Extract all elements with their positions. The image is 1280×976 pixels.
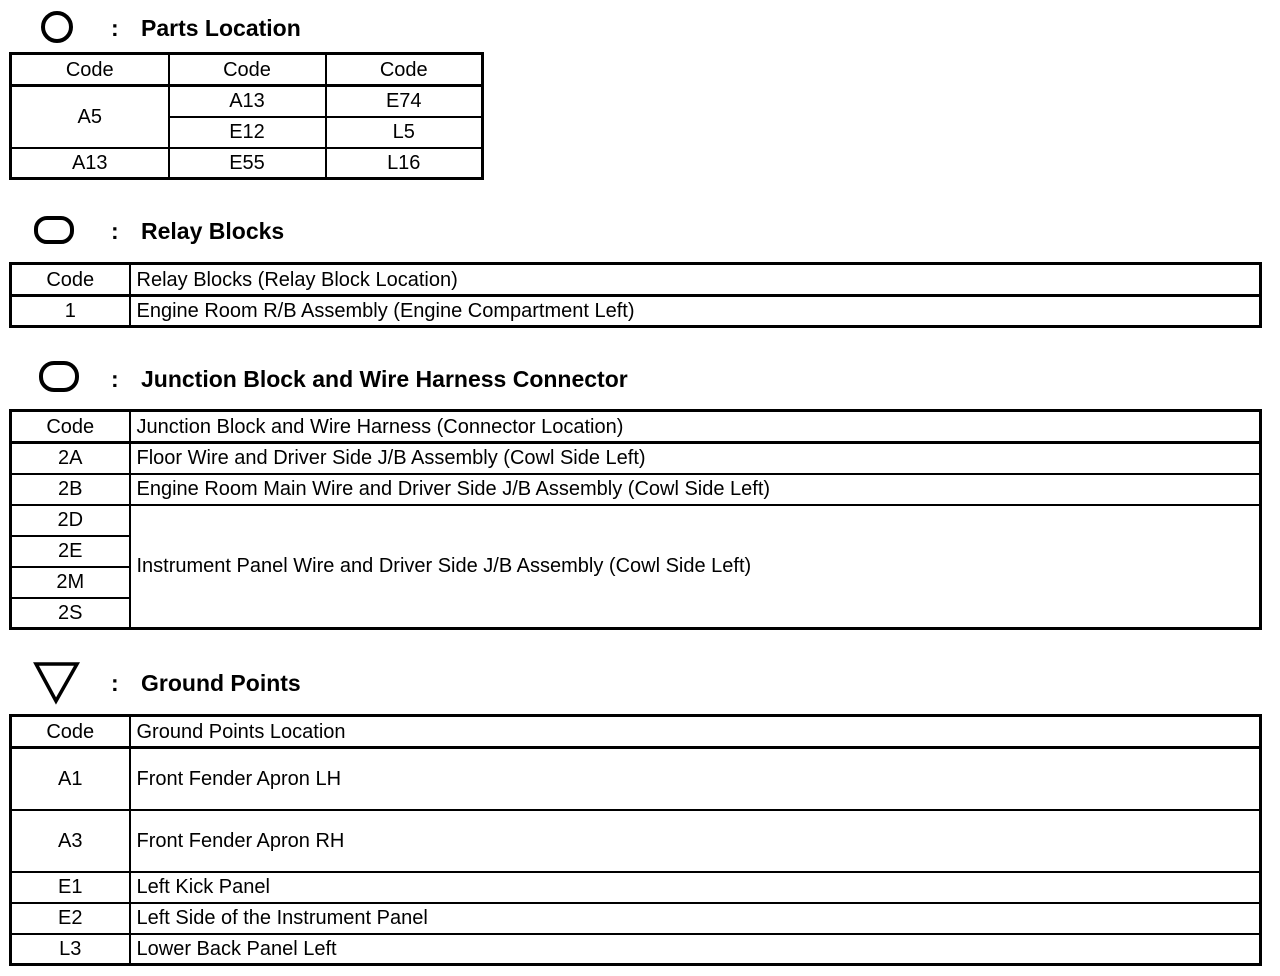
- code-cell: L3: [11, 934, 130, 965]
- description-cell: Left Kick Panel: [130, 872, 1261, 903]
- section-colon: :: [111, 366, 119, 392]
- table-header-row: [11, 716, 1261, 748]
- table-row: [11, 443, 1261, 474]
- ground-points-heading: [0, 660, 900, 700]
- code-cell: 2S: [11, 598, 130, 629]
- relay-blocks-heading: [0, 210, 900, 250]
- code-cell: E55: [169, 148, 326, 179]
- header-cell: Code: [11, 411, 130, 443]
- code-cell: 2E: [11, 536, 130, 567]
- rounded-rectangle-icon: [33, 210, 77, 250]
- inverted-triangle-icon: [31, 660, 81, 706]
- code-cell: L16: [326, 148, 483, 179]
- table-header-row: [11, 411, 1261, 443]
- header-cell: Code: [11, 54, 169, 86]
- header-cell: Code: [326, 54, 483, 86]
- section-title: Relay Blocks: [141, 218, 285, 244]
- code-cell: 2D: [11, 505, 130, 536]
- table-row: [11, 934, 1261, 965]
- section-title: Ground Points: [141, 670, 301, 696]
- table-row: [11, 872, 1261, 903]
- section-colon: :: [111, 670, 119, 696]
- ground-points-table: [9, 714, 1262, 966]
- junction-block-table: [9, 409, 1262, 630]
- description-cell: Floor Wire and Driver Side J/B Assembly (Cowl Side Left): [130, 443, 1261, 474]
- description-cell: Engine Room R/B Assembly (Engine Compartment Left): [130, 296, 1261, 327]
- section-colon: :: [111, 218, 119, 244]
- header-cell: Code: [11, 716, 130, 748]
- table-header-row: [11, 264, 1261, 296]
- relay-blocks-table: [9, 262, 1262, 328]
- header-cell: Code: [11, 264, 130, 296]
- section-colon: :: [111, 15, 119, 41]
- table-row: [11, 474, 1261, 505]
- table-row: [11, 296, 1261, 327]
- section-title: Parts Location: [141, 15, 301, 41]
- table-header-row: [11, 54, 483, 86]
- circle-outline-icon: [38, 6, 78, 46]
- header-cell: Relay Blocks (Relay Block Location): [130, 264, 1261, 296]
- table-row: [11, 505, 1261, 536]
- table-row: [11, 903, 1261, 934]
- code-cell: 1: [11, 296, 130, 327]
- code-cell: A1: [11, 748, 130, 810]
- code-cell: E1: [11, 872, 130, 903]
- table-row: [11, 748, 1261, 810]
- header-cell: Ground Points Location: [130, 716, 1261, 748]
- parts-location-heading: [0, 6, 900, 46]
- table-row: [11, 810, 1261, 872]
- code-cell: 2A: [11, 443, 130, 474]
- code-cell: 2B: [11, 474, 130, 505]
- code-cell: A13: [11, 148, 169, 179]
- code-cell: E74: [326, 86, 483, 117]
- table-row: [11, 86, 483, 117]
- description-cell: Left Side of the Instrument Panel: [130, 903, 1261, 934]
- code-cell: A3: [11, 810, 130, 872]
- description-cell: Lower Back Panel Left: [130, 934, 1261, 965]
- description-cell: Front Fender Apron RH: [130, 810, 1261, 872]
- code-cell: 2M: [11, 567, 130, 598]
- code-cell: A13: [169, 86, 326, 117]
- code-cell: E12: [169, 117, 326, 148]
- description-cell: Engine Room Main Wire and Driver Side J/B Assembly (Cowl Side Left): [130, 474, 1261, 505]
- junction-block-heading: [0, 357, 900, 397]
- rounded-oval-icon: [38, 357, 82, 397]
- section-title: Junction Block and Wire Harness Connector: [141, 366, 628, 392]
- parts-location-table: [9, 52, 484, 180]
- description-cell: Instrument Panel Wire and Driver Side J/B Assembly (Cowl Side Left): [130, 505, 1261, 629]
- description-cell: Front Fender Apron LH: [130, 748, 1261, 810]
- table-row: [11, 148, 483, 179]
- code-cell: E2: [11, 903, 130, 934]
- header-cell: Code: [169, 54, 326, 86]
- header-cell: Junction Block and Wire Harness (Connector Location): [130, 411, 1261, 443]
- code-cell: L5: [326, 117, 483, 148]
- code-cell: A5: [11, 86, 169, 148]
